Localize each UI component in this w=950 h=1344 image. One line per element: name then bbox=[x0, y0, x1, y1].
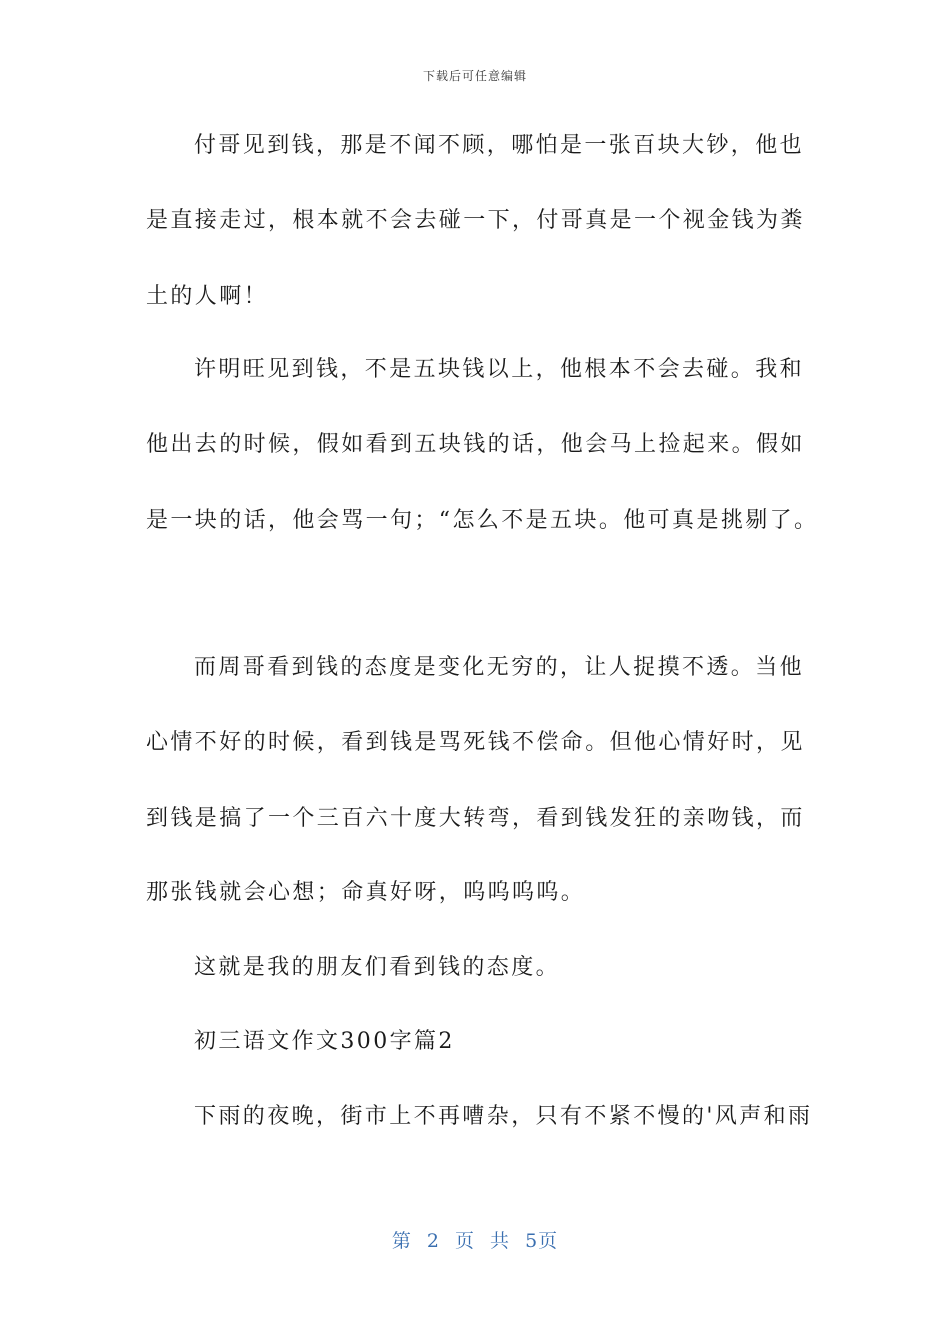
paragraph-3-line-4: 那张钱就会心想；命真好呀，呜呜呜呜。 bbox=[146, 880, 586, 905]
paragraph-4-line-1: 这就是我的朋友们看到钱的态度。 bbox=[194, 955, 561, 980]
paragraph-3-line-3: 到钱是搞了一个三百六十度大转弯，看到钱发狂的亲吻钱，而 bbox=[146, 806, 805, 831]
section-heading: 初三语文作文300字篇2 bbox=[194, 1029, 455, 1054]
paragraph-5-line-1: 下雨的夜晚，街市上不再嘈杂，只有不紧不慢的'风声和雨 bbox=[194, 1104, 813, 1129]
paragraph-1-line-1: 付哥见到钱，那是不闻不顾，哪怕是一张百块大钞，他也 bbox=[194, 133, 805, 158]
paragraph-2-line-1: 许明旺见到钱，不是五块钱以上，他根本不会去碰。我和 bbox=[194, 357, 805, 382]
paragraph-2-line-3: 是一块的话，他会骂一句；“怎么不是五块。他可真是挑剔了。 bbox=[146, 508, 819, 533]
page-header-note: 下载后可任意编辑 bbox=[422, 69, 527, 83]
paragraph-3-line-1: 而周哥看到钱的态度是变化无穷的，让人捉摸不透。当他 bbox=[194, 655, 805, 680]
page-number-footer: 第 2 页 共 5页 bbox=[391, 1230, 559, 1252]
paragraph-1-line-3: 土的人啊！ bbox=[146, 284, 269, 309]
paragraph-3-line-2: 心情不好的时候，看到钱是骂死钱不偿命。但他心情好时，见 bbox=[146, 730, 805, 755]
paragraph-2-line-2: 他出去的时候，假如看到五块钱的话，他会马上捡起来。假如 bbox=[146, 432, 805, 457]
paragraph-1-line-2: 是直接走过，根本就不会去碰一下，付哥真是一个视金钱为粪 bbox=[146, 208, 805, 233]
